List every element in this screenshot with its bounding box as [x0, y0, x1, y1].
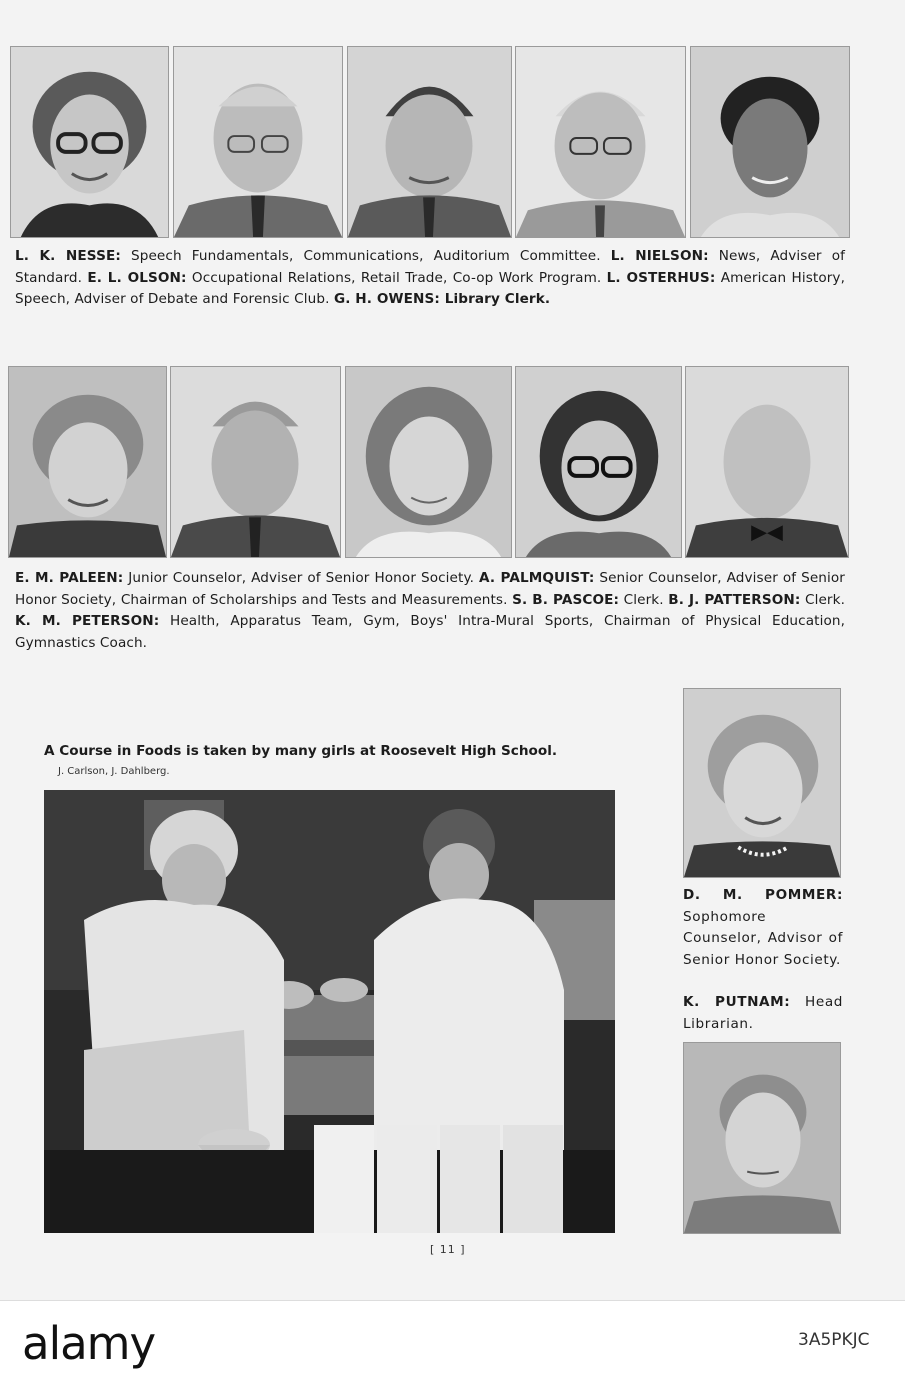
caption-row1	[15, 246, 845, 311]
duties-peterson: Health, Apparatus Team, Gym, Boys' Intra-Mural Sports, Chairman of Physical Education, Gymnastics Coach.	[15, 613, 845, 651]
name-nesse: L. K. NESSE:	[15, 248, 121, 264]
duties-olson: Occupational Relations, Retail Trade, Co-op Work Program.	[186, 269, 607, 286]
watermark-logo: alamy	[22, 1317, 156, 1370]
name-patterson: B. J. PATTERSON:	[668, 591, 801, 608]
caption-row2	[15, 568, 845, 654]
duties-putnam: Head Librarian.	[683, 994, 843, 1032]
caption-putnam	[683, 992, 843, 1035]
duties-patterson: Clerk.	[800, 591, 845, 608]
caption-pommer	[683, 885, 843, 971]
name-pascoe: S. B. PASCOE:	[512, 591, 620, 608]
name-olson: E. L. OLSON:	[87, 269, 187, 286]
portrait-pascoe	[345, 366, 512, 558]
duties-paleen: Junior Counselor, Adviser of Senior Honor Society.	[123, 570, 480, 586]
duties-osterhus: American History, Speech, Adviser of Debate and Forensic Club.	[15, 269, 845, 308]
duties-pascoe: Clerk.	[619, 591, 669, 608]
portrait-olson	[347, 46, 512, 238]
page-number: [ 11 ]	[430, 1243, 466, 1256]
portrait-pommer	[683, 688, 841, 878]
name-nielson: L. NIELSON:	[610, 248, 709, 264]
portrait-putnam	[683, 1042, 841, 1234]
portrait-paleen	[8, 366, 167, 558]
portrait-nesse	[10, 46, 169, 238]
name-palmquist: A. PALMQUIST:	[479, 570, 595, 586]
name-paleen: E. M. PALEEN:	[15, 570, 124, 586]
name-owens: G. H. OWENS: Library Clerk.	[333, 291, 551, 308]
portrait-owens	[690, 46, 850, 238]
portrait-nielson	[173, 46, 343, 238]
photo-credit: J. Carlson, J. Dahlberg.	[58, 766, 170, 777]
portrait-patterson	[515, 366, 682, 558]
duties-palmquist: Senior Counselor, Adviser of Senior Honor Society, Chairman of Scholarships and Tests and Measurements.	[15, 570, 845, 608]
name-peterson: K. M. PETERSON:	[15, 613, 160, 630]
name-pommer: D. M. POMMER:	[683, 887, 843, 903]
foods-class-photo	[44, 790, 615, 1233]
watermark-image-id: 3A5PKJC	[798, 1330, 870, 1350]
duties-nesse: Speech Fundamentals, Communications, Auditorium Committee.	[120, 248, 611, 264]
name-putnam: K. PUTNAM:	[683, 994, 791, 1010]
portrait-palmquist	[170, 366, 341, 558]
portrait-osterhus	[515, 46, 686, 238]
duties-pommer: Sophomore Counselor, Advisor of Senior Honor Society.	[683, 908, 843, 968]
name-osterhus: L. OSTERHUS:	[606, 269, 716, 286]
portrait-peterson	[685, 366, 849, 558]
photo-caption: A Course in Foods is taken by many girls at Roosevelt High School.	[44, 743, 558, 759]
duties-nielson: News, Adviser of Standard.	[15, 248, 845, 286]
